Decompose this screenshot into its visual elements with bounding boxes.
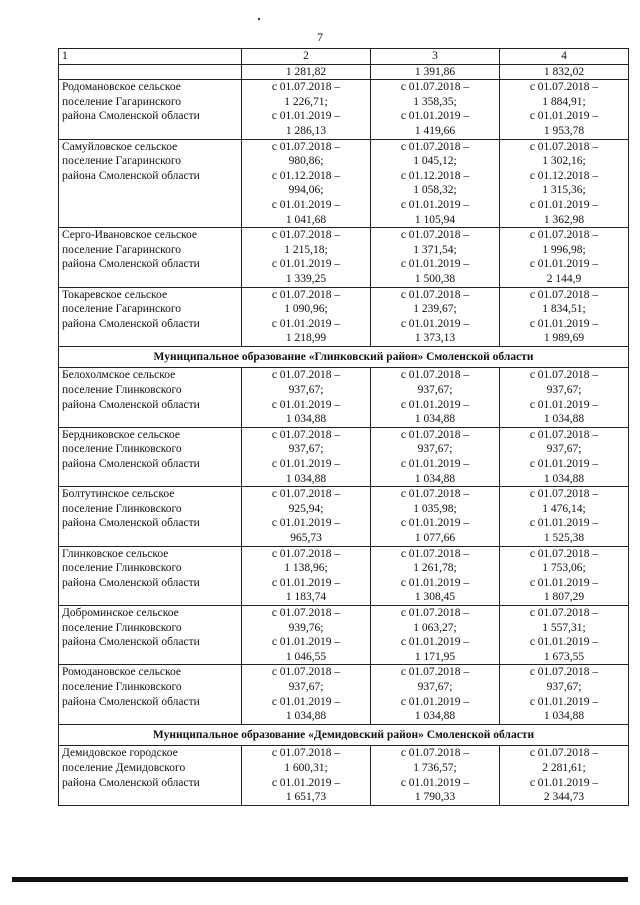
cell-line: с 01.07.2018 – — [400, 747, 470, 760]
tariff-column-2 — [242, 665, 371, 724]
cell-line: с 01.07.2018 – — [271, 229, 341, 242]
section-header — [59, 724, 629, 746]
cell-line: 1 500,38 — [414, 272, 456, 285]
tariff-column-2 — [242, 287, 371, 346]
cell-line: с 01.01.2019 – — [271, 110, 341, 123]
tariff-column-4 — [500, 427, 629, 486]
cell-line: 1 953,78 — [543, 124, 585, 137]
cell-line: поселение Гагаринского — [62, 95, 182, 108]
cell-line: 1 996,98; — [542, 243, 586, 256]
table-row — [59, 80, 629, 139]
tariff-column-4 — [500, 665, 629, 724]
cell-line: с 01.07.2018 – — [400, 606, 470, 619]
tariff-column-2 — [242, 746, 371, 805]
cell-line: с 01.01.2019 – — [400, 695, 470, 708]
cell-line: с 01.07.2018 – — [271, 369, 341, 382]
settlement-name — [59, 665, 242, 724]
cell-line: с 01.07.2018 – — [400, 666, 470, 679]
cell-line: с 01.01.2019 – — [271, 695, 341, 708]
cell-line: 965,73 — [290, 532, 322, 544]
tariff-column-2 — [242, 139, 371, 228]
cell-line: Болтутинское сельское — [62, 488, 175, 501]
tariff-column-3 — [371, 605, 500, 664]
tariff-column-4 — [500, 546, 629, 605]
cell-line: 994,06; — [288, 184, 324, 197]
cell-line: с 01.07.2018 – — [529, 666, 599, 679]
settlement-name — [59, 427, 242, 486]
tariff-column-3 — [371, 665, 500, 724]
cell-line: поселение Глинковского — [62, 621, 182, 634]
cell-line: поселение Гагаринского — [62, 303, 182, 316]
cell-line: 1 673,55 — [543, 650, 585, 663]
cell-line: с 01.01.2019 – — [400, 576, 470, 589]
cell-line: 1 171,95 — [414, 650, 456, 663]
table-row — [59, 427, 629, 486]
cell-line: 1 218,99 — [285, 332, 327, 345]
tariff-column-2 — [242, 605, 371, 664]
cell-line: с 01.01.2019 – — [529, 110, 599, 123]
cell-line: 937,67; — [288, 443, 324, 456]
cell-line: с 01.07.2018 – — [529, 288, 599, 301]
tariff-column-3 — [371, 487, 500, 546]
settlement-name — [59, 80, 242, 139]
cell-line: 1 215,18; — [284, 243, 328, 256]
cell-line: с 01.07.2018 – — [529, 428, 599, 441]
cell-line: 1 339,25 — [285, 272, 327, 285]
cell-line: 1 034,88 — [543, 413, 585, 426]
cell-line: с 01.07.2018 – — [400, 81, 470, 94]
cell-line: района Смоленской области — [62, 576, 200, 589]
tariff-column-3 — [371, 368, 500, 427]
cell-line: с 01.07.2018 – — [400, 428, 470, 441]
cell-line: с 01.01.2019 – — [271, 258, 341, 271]
settlement-name — [59, 228, 242, 287]
cell-line: 1 736,57; — [413, 761, 457, 774]
cell-line: района Смоленской области — [62, 695, 200, 708]
tariff-column-2 — [242, 546, 371, 605]
scan-speck — [258, 18, 260, 20]
cell-line: Глинковское сельское — [62, 547, 169, 560]
settlement-name — [59, 287, 242, 346]
cell-line: с 01.07.2018 – — [400, 488, 470, 501]
tariff-column-3 — [371, 746, 500, 805]
cell-line: 1 557,31; — [542, 621, 586, 634]
cell-line: с 01.07.2018 – — [529, 606, 599, 619]
cell-line: 1 371,54; — [413, 243, 457, 256]
cell-line: с 01.01.2019 – — [529, 258, 599, 271]
cell-line: с 01.07.2018 – — [271, 547, 341, 560]
cell-line: с 01.01.2019 – — [400, 517, 470, 530]
cell-line: с 01.01.2019 – — [271, 776, 341, 789]
cell-line: с 01.01.2019 – — [271, 317, 341, 330]
cell-line: с 01.07.2018 – — [529, 229, 599, 242]
cell-line: 1 034,88 — [285, 710, 327, 723]
cell-line: с 01.07.2018 – — [529, 140, 599, 153]
bottom-rule — [12, 877, 628, 882]
cell-line: 1 790,33 — [414, 791, 456, 804]
cell-line: с 01.01.2019 – — [271, 398, 341, 411]
tariff-column-3 — [371, 80, 500, 139]
settlement-name — [59, 139, 242, 228]
table-row — [59, 665, 629, 724]
cell-line: 1 373,13 — [414, 332, 456, 345]
cell-line: 1 286,13 — [285, 124, 327, 137]
cell-line: с 01.01.2019 – — [529, 317, 599, 330]
cell-line: 2 281,61; — [542, 761, 586, 774]
cell-line: с 01.07.2018 – — [271, 81, 341, 94]
cell-line: 1 308,45 — [414, 591, 456, 604]
cell-line: 1 315,36; — [542, 184, 586, 197]
section-header — [59, 346, 629, 368]
cell-line: с 01.01.2019 – — [400, 458, 470, 471]
cell-line: 1 239,67; — [413, 303, 457, 316]
cell-line: района Смоленской области — [62, 517, 200, 530]
settlement-name — [59, 746, 242, 805]
cell-line: Токаревское сельское — [62, 288, 168, 301]
cell-line: с 01.07.2018 – — [400, 547, 470, 560]
cell-line: 1 058,32; — [413, 184, 457, 197]
cell-line: с 01.07.2018 – — [271, 288, 341, 301]
cell-line: поселение Гагаринского — [62, 155, 182, 168]
cell-line: 937,67; — [546, 443, 582, 456]
tariff-column-2 — [242, 80, 371, 139]
cell-line: с 01.01.2019 – — [271, 636, 341, 649]
cell-line: 1 046,55 — [285, 650, 327, 663]
table-row — [59, 487, 629, 546]
tariff-column-3 — [371, 287, 500, 346]
tariff-column-4 — [500, 605, 629, 664]
cell-line: с 01.07.2018 – — [529, 547, 599, 560]
cell-line: с 01.01.2019 – — [529, 198, 599, 211]
cell-line: с 01.01.2019 – — [529, 458, 599, 471]
carryover-value-2: 1 281,82 — [242, 64, 371, 80]
cell-line: с 01.07.2018 – — [400, 229, 470, 242]
cell-line: Ромодановское сельское — [62, 666, 181, 679]
cell-line: Самуйловское сельское — [62, 140, 178, 153]
tariff-column-4 — [500, 487, 629, 546]
cell-line: с 01.07.2018 – — [271, 666, 341, 679]
cell-line: Демидовское городское — [62, 747, 178, 760]
cell-line: поселение Глинковского — [62, 384, 182, 397]
tariff-column-3 — [371, 546, 500, 605]
cell-line: с 01.01.2019 – — [400, 317, 470, 330]
cell-line: 937,67; — [546, 384, 582, 397]
column-number-3: 3 — [371, 49, 500, 65]
cell-line: с 01.01.2019 – — [271, 576, 341, 589]
cell-line: поселение Гагаринского — [62, 243, 182, 256]
carryover-name — [59, 64, 242, 80]
cell-line: 1 183,74 — [285, 591, 327, 604]
cell-line: района Смоленской области — [62, 110, 200, 123]
table-row — [59, 139, 629, 228]
cell-line: района Смоленской области — [62, 169, 200, 182]
cell-line: 1 834,51; — [542, 303, 586, 316]
cell-line: 1 884,91; — [542, 95, 586, 108]
tariff-column-4 — [500, 139, 629, 228]
cell-line: с 01.12.2018 – — [271, 169, 341, 182]
cell-line: с 01.12.2018 – — [400, 169, 470, 182]
cell-line: 1 419,66 — [414, 124, 456, 137]
table-row — [59, 228, 629, 287]
tariff-column-4 — [500, 746, 629, 805]
settlement-name — [59, 368, 242, 427]
cell-line: с 01.12.2018 – — [529, 169, 599, 182]
cell-line: 1 034,88 — [414, 472, 456, 485]
table-row — [59, 287, 629, 346]
cell-line: 980,86; — [288, 155, 324, 168]
tariff-column-2 — [242, 368, 371, 427]
cell-line: с 01.01.2019 – — [400, 636, 470, 649]
tariff-column-2 — [242, 427, 371, 486]
cell-line: с 01.07.2018 – — [400, 369, 470, 382]
cell-line: 1 753,06; — [542, 562, 586, 575]
cell-line: с 01.01.2019 – — [529, 776, 599, 789]
cell-line: с 01.01.2019 – — [529, 636, 599, 649]
cell-line: 925,94; — [288, 502, 324, 515]
tariff-column-2 — [242, 228, 371, 287]
cell-line: с 01.01.2019 – — [529, 695, 599, 708]
tariff-column-4 — [500, 228, 629, 287]
cell-line: 1 226,71; — [284, 95, 328, 108]
cell-line: 937,67; — [417, 384, 453, 397]
cell-line: с 01.07.2018 – — [529, 488, 599, 501]
cell-line: с 01.07.2018 – — [271, 747, 341, 760]
carryover-value-4: 1 832,02 — [500, 64, 629, 80]
carryover-row — [59, 64, 629, 80]
table-row — [59, 746, 629, 805]
column-number-row — [59, 49, 629, 65]
cell-line: с 01.07.2018 – — [529, 81, 599, 94]
cell-line: 1 302,16; — [542, 155, 586, 168]
cell-line: 1 034,88 — [285, 413, 327, 426]
tariff-column-4 — [500, 287, 629, 346]
cell-line: поселение Глинковского — [62, 680, 182, 693]
cell-line: с 01.01.2019 – — [529, 517, 599, 530]
cell-line: 1 034,88 — [543, 710, 585, 723]
tariff-table-body — [59, 49, 629, 806]
cell-line: с 01.01.2019 – — [400, 398, 470, 411]
cell-line: района Смоленской области — [62, 776, 200, 789]
cell-line: 1 138,96; — [284, 562, 328, 575]
cell-line: с 01.01.2019 – — [400, 198, 470, 211]
cell-line: 1 105,94 — [414, 213, 456, 226]
cell-line: 1 651,73 — [285, 791, 327, 804]
cell-line: района Смоленской области — [62, 636, 200, 649]
cell-line: 939,76; — [288, 621, 324, 634]
cell-line: 1 525,38 — [543, 532, 585, 544]
table-row — [59, 546, 629, 605]
cell-line: с 01.07.2018 – — [271, 606, 341, 619]
cell-line: 1 261,78; — [413, 562, 457, 575]
cell-line: с 01.07.2018 – — [271, 140, 341, 153]
cell-line: 1 807,29 — [543, 591, 585, 604]
tariff-column-3 — [371, 139, 500, 228]
section-title: Муниципальное образование «Глинковский район» Смоленской области — [59, 346, 629, 368]
cell-line: 937,67; — [288, 384, 324, 397]
cell-line: с 01.07.2018 – — [271, 488, 341, 501]
settlement-name — [59, 605, 242, 664]
cell-line: 2 344,73 — [543, 791, 585, 804]
cell-line: Доброминское сельское — [62, 606, 179, 619]
cell-line: Бердниковское сельское — [62, 428, 180, 441]
carryover-value-3: 1 391,86 — [371, 64, 500, 80]
cell-line: 1 045,12; — [413, 155, 457, 168]
cell-line: 1 034,88 — [285, 472, 327, 485]
cell-line: 1 063,27; — [413, 621, 457, 634]
cell-line: поселение Глинковского — [62, 443, 182, 456]
cell-line: 1 077,66 — [414, 532, 456, 544]
cell-line: поселение Демидовского — [62, 761, 186, 774]
cell-line: 937,67; — [417, 680, 453, 693]
cell-line: с 01.01.2019 – — [400, 776, 470, 789]
tariff-column-3 — [371, 427, 500, 486]
cell-line: Серго-Ивановское сельское — [62, 229, 198, 242]
cell-line: поселение Глинковского — [62, 562, 182, 575]
cell-line: 1 034,88 — [414, 710, 456, 723]
cell-line: с 01.01.2019 – — [529, 576, 599, 589]
cell-line: 1 358,35; — [413, 95, 457, 108]
cell-line: с 01.07.2018 – — [400, 140, 470, 153]
settlement-name — [59, 546, 242, 605]
cell-line: 937,67; — [546, 680, 582, 693]
cell-line: с 01.01.2019 – — [400, 110, 470, 123]
cell-line: 1 034,88 — [543, 472, 585, 485]
cell-line: 937,67; — [288, 680, 324, 693]
cell-line: 1 989,69 — [543, 332, 585, 345]
cell-line: района Смоленской области — [62, 458, 200, 471]
tariff-column-2 — [242, 487, 371, 546]
cell-line: с 01.01.2019 – — [271, 198, 341, 211]
cell-line: поселение Глинковского — [62, 502, 182, 515]
cell-line: с 01.01.2019 – — [400, 258, 470, 271]
cell-line: 1 034,88 — [414, 413, 456, 426]
cell-line: 1 362,98 — [543, 213, 585, 226]
cell-line: Белохолмское сельское — [62, 369, 176, 382]
cell-line: района Смоленской области — [62, 398, 200, 411]
tariff-column-4 — [500, 368, 629, 427]
tariff-table — [58, 48, 629, 806]
cell-line: Родомановское сельское — [62, 81, 181, 94]
table-row — [59, 605, 629, 664]
tariff-column-3 — [371, 228, 500, 287]
cell-line: 1 035,98; — [413, 502, 457, 515]
cell-line: района Смоленской области — [62, 258, 200, 271]
cell-line: 937,67; — [417, 443, 453, 456]
column-number-1: 1 — [59, 49, 242, 65]
cell-line: 2 144,9 — [546, 272, 582, 285]
cell-line: района Смоленской области — [62, 317, 200, 330]
cell-line: с 01.07.2018 – — [529, 747, 599, 760]
cell-line: 1 476,14; — [542, 502, 586, 515]
section-title: Муниципальное образование «Демидовский район» Смоленской области — [59, 724, 629, 746]
cell-line: 1 600,31; — [284, 761, 328, 774]
column-number-2: 2 — [242, 49, 371, 65]
page-number: 7 — [317, 30, 323, 44]
cell-line: с 01.07.2018 – — [529, 369, 599, 382]
tariff-column-4 — [500, 80, 629, 139]
table-row — [59, 368, 629, 427]
cell-line: 1 041,68 — [285, 213, 327, 226]
cell-line: с 01.01.2019 – — [271, 458, 341, 471]
cell-line: 1 090,96; — [284, 303, 328, 316]
cell-line: с 01.07.2018 – — [271, 428, 341, 441]
column-number-4: 4 — [500, 49, 629, 65]
cell-line: с 01.01.2019 – — [529, 398, 599, 411]
cell-line: с 01.01.2019 – — [271, 517, 341, 530]
cell-line: с 01.07.2018 – — [400, 288, 470, 301]
settlement-name — [59, 487, 242, 546]
